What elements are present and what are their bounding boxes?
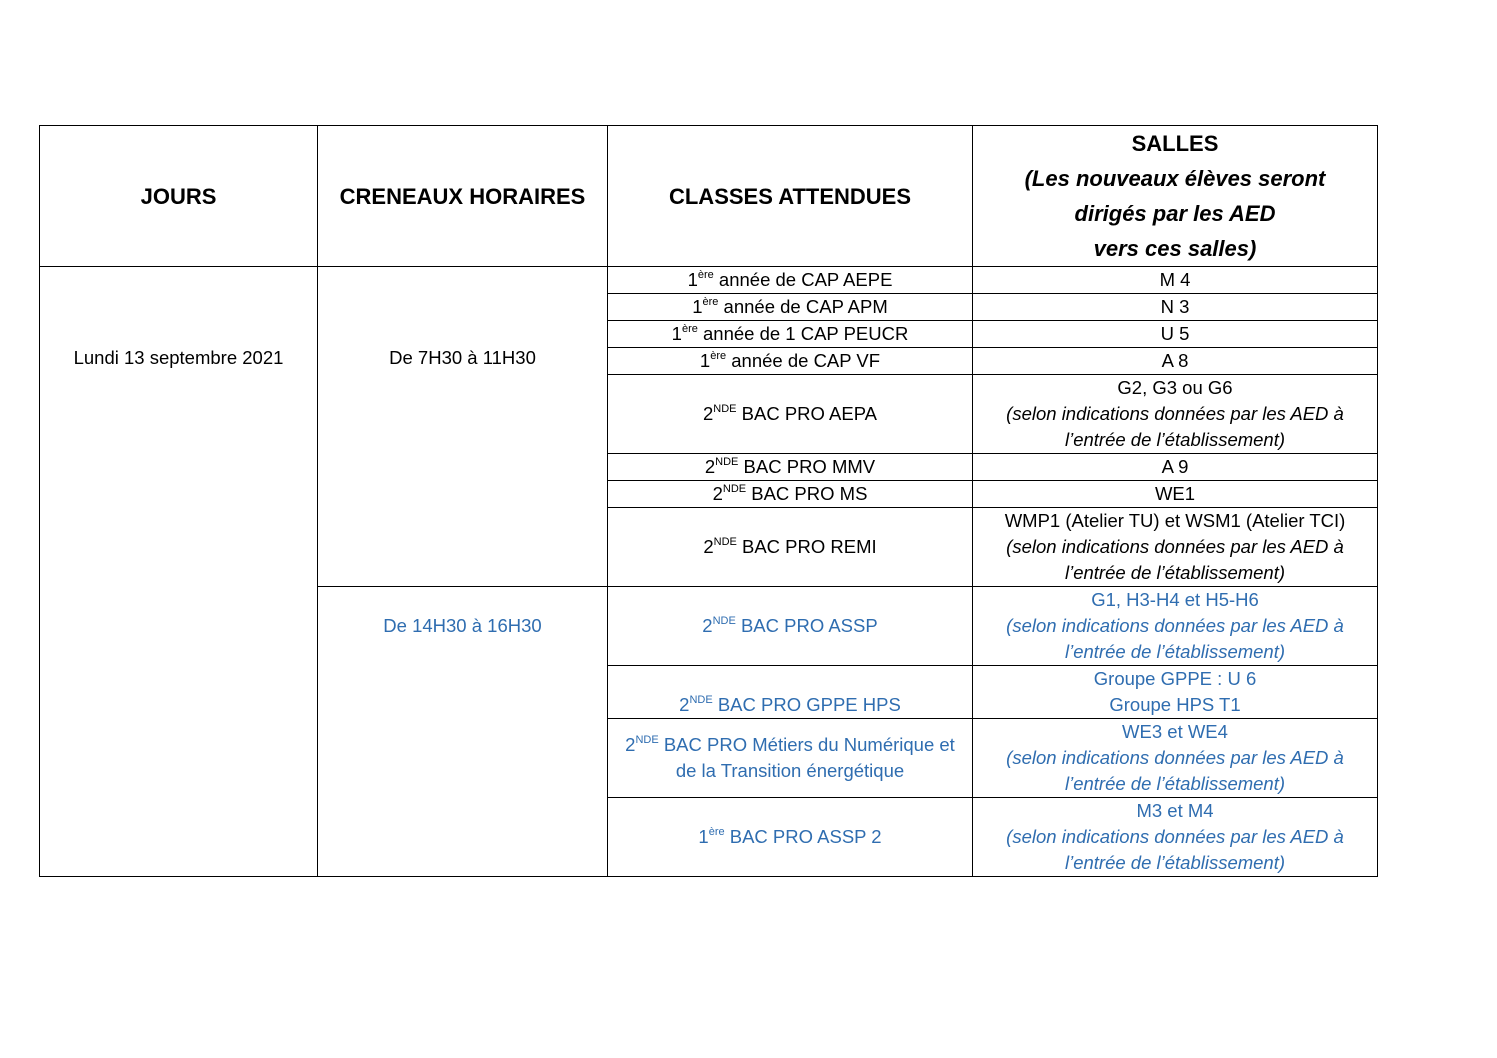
class-cell: 1ère année de 1 CAP PEUCR (608, 321, 973, 348)
room-cell: G2, G3 ou G6 (selon indications données par les AED à l’entrée de l’établissement) (973, 375, 1378, 454)
class-cell: 2NDE BAC PRO ASSP (608, 587, 973, 666)
header-salles (973, 126, 1378, 267)
table-row (40, 267, 1378, 294)
room-cell: A 9 (973, 454, 1378, 481)
class-cell: 1ère année de CAP VF (608, 348, 973, 375)
header-salles-note-2: dirigés par les AED (1074, 201, 1276, 226)
header-creneaux: CRENEAUX HORAIRES (318, 126, 608, 267)
day-cell (40, 267, 318, 877)
class-cell: 2NDE BAC PRO AEPA (608, 375, 973, 454)
slot-morning-label: De 7H30 à 11H30 (389, 347, 536, 368)
room-cell: U 5 (973, 321, 1378, 348)
header-row (40, 126, 1378, 267)
header-salles-title: SALLES (1131, 131, 1219, 156)
room-cell: WMP1 (Atelier TU) et WSM1 (Atelier TCI) (selon indications données par les AED à l’entrée de l’établissement) (973, 508, 1378, 587)
class-cell: 2NDE BAC PRO MMV (608, 454, 973, 481)
room-cell: Groupe GPPE : U 6 Groupe HPS T1 (973, 666, 1378, 719)
class-cell: 2NDE BAC PRO GPPE HPS (608, 666, 973, 719)
room-cell: A 8 (973, 348, 1378, 375)
schedule-table (39, 125, 1378, 877)
room-cell: G1, H3-H4 et H5-H6 (selon indications données par les AED à l’entrée de l’établissement) (973, 587, 1378, 666)
room-cell: N 3 (973, 294, 1378, 321)
class-cell: 2NDE BAC PRO MS (608, 481, 973, 508)
room-cell: WE3 et WE4 (selon indications données par les AED à l’entrée de l’établissement) (973, 719, 1378, 798)
room-cell: WE1 (973, 481, 1378, 508)
header-salles-note-3: vers ces salles) (1093, 236, 1257, 261)
room-cell: M 4 (973, 267, 1378, 294)
class-cell: 1ère année de CAP AEPE (608, 267, 973, 294)
class-cell: 2NDE BAC PRO REMI (608, 508, 973, 587)
header-jours: JOURS (40, 126, 318, 267)
day-label: Lundi 13 septembre 2021 (73, 347, 284, 368)
class-cell: 2NDE BAC PRO Métiers du Numérique et de la Transition énergétique (608, 719, 973, 798)
slot-afternoon-label: De 14H30 à 16H30 (383, 615, 542, 636)
room-cell: M3 et M4 (selon indications données par les AED à l’entrée de l’établissement) (973, 798, 1378, 877)
header-salles-note-1: (Les nouveaux élèves seront (1024, 166, 1326, 191)
class-cell: 1ère année de CAP APM (608, 294, 973, 321)
class-cell: 1ère BAC PRO ASSP 2 (608, 798, 973, 877)
slot-morning (318, 267, 608, 587)
slot-afternoon (318, 587, 608, 877)
header-classes: CLASSES ATTENDUES (608, 126, 973, 267)
